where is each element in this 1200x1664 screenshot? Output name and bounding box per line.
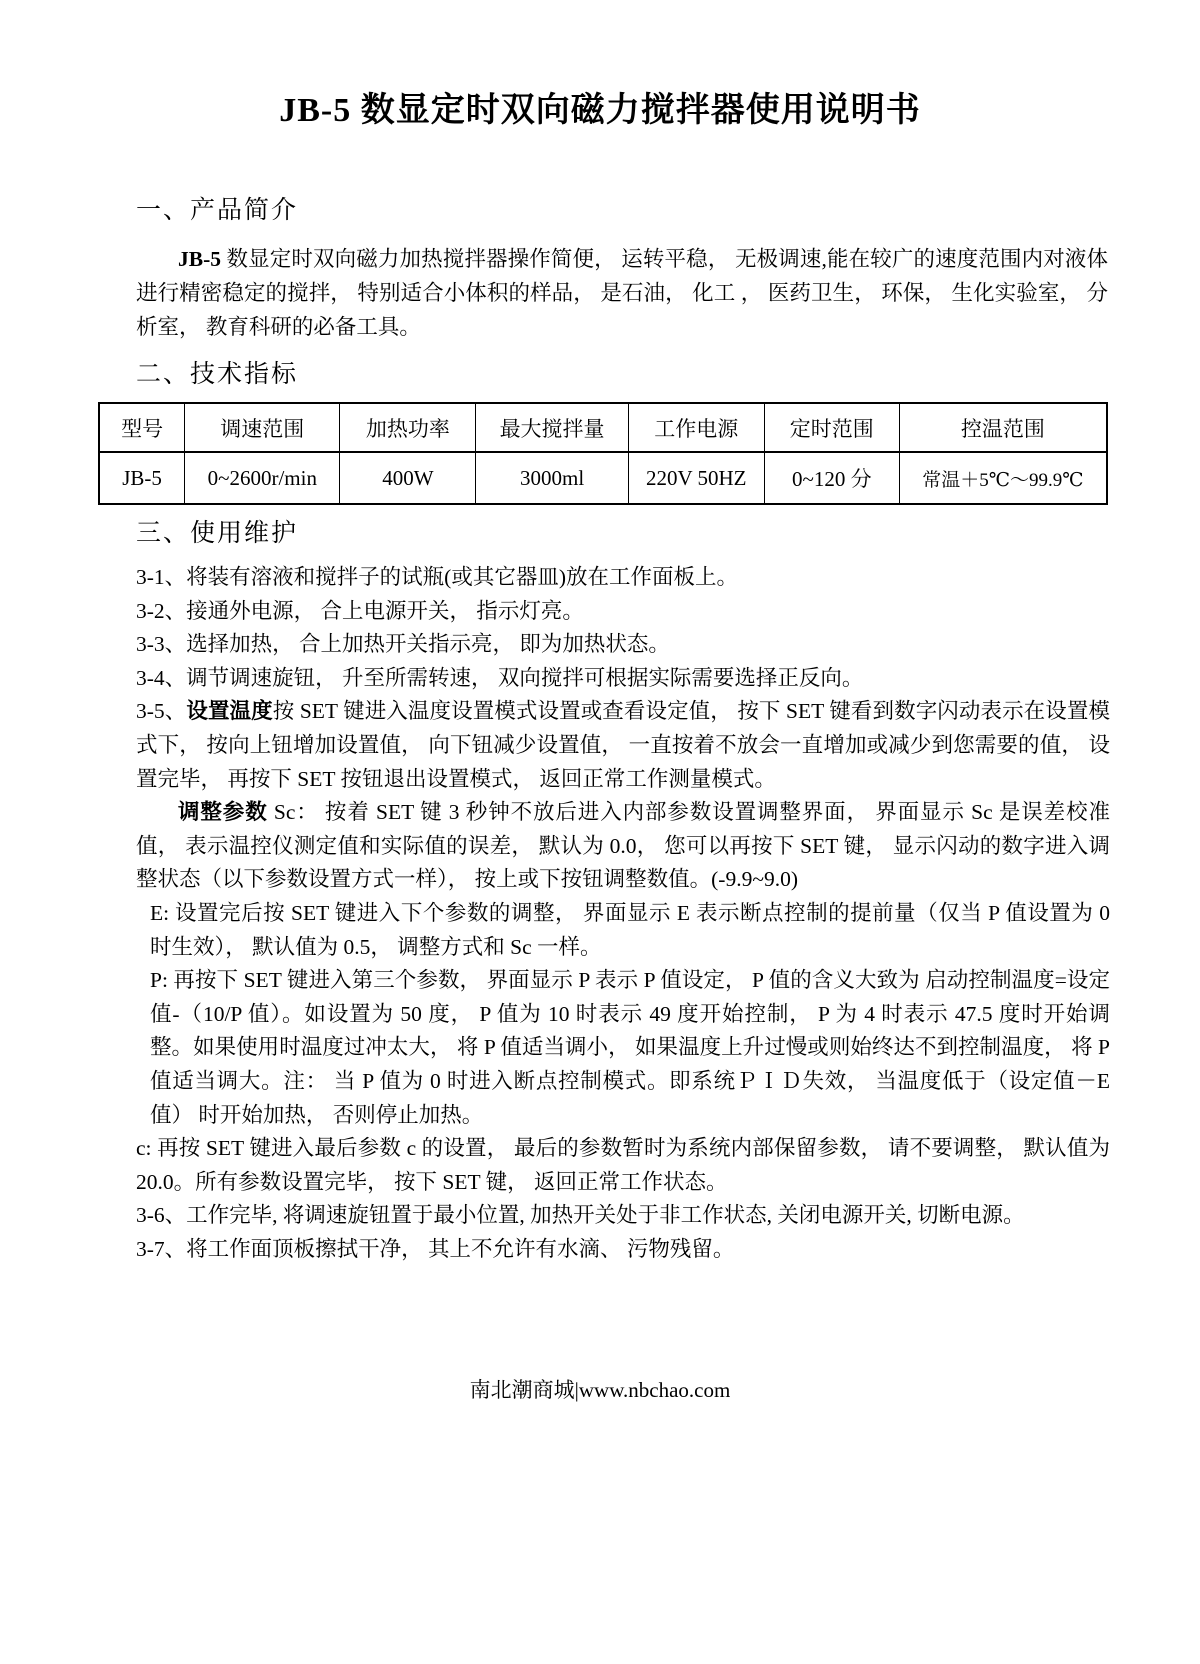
maintenance-item-3-6 xyxy=(136,1199,1110,1233)
section-heading-usage: 三、使用维护 xyxy=(136,520,299,547)
intro-paragraph xyxy=(136,242,1108,344)
item-number: 3-6、 xyxy=(136,1203,187,1228)
item-text: 调节调速旋钮， 升至所需转速， 双向搅拌可根据实际需要选择正反向。 xyxy=(186,665,864,690)
spec-value-max-stirring: 3000ml xyxy=(476,452,628,504)
item-text: E: 设置完后按 SET 键进入下个参数的调整， 界面显示 E 表示断点控制的提前量（仅当 P 值设置为 0 时生效）， 默认值为 0.5， 调整方式和 Sc 一样。 xyxy=(150,900,1110,959)
section-heading-intro: 一、产品简介 xyxy=(136,197,299,224)
item-bold: 设置温度 xyxy=(186,699,273,724)
intro-text: 数显定时双向磁力加热搅拌器操作简便， 运转平稳， 无极调速,能在较广的速度范围内对液体进行精密稳定的搅拌， 特别适合小体积的样品， 是石油， 化工 ， 医药卫生， 环保， 生化实验室， 分析室， 教育科研的必备工具。 xyxy=(136,247,1108,339)
footer-store-link: 南北潮商城|www.nbchao.com xyxy=(469,1378,731,1403)
maintenance-item-param-p xyxy=(150,964,1110,1132)
spec-table-data-row xyxy=(99,452,1107,504)
maintenance-item-param-e xyxy=(150,897,1110,964)
maintenance-item-3-4 xyxy=(136,662,1110,696)
intro-model-bold: JB-5 xyxy=(178,247,221,271)
item-text: c: 再按 SET 键进入最后参数 c 的设置， 最后的参数暂时为系统内部保留参数， 请不要调整， 默认值为 20.0。所有参数设置完毕， 按下 SET 键， 返回正常工作状态。 xyxy=(136,1136,1110,1194)
item-text: 工作完毕, 将调速旋钮置于最小位置, 加热开关处于非工作状态, 关闭电源开关, 切断电源。 xyxy=(186,1203,1025,1228)
maintenance-item-3-7 xyxy=(136,1233,1110,1267)
spec-value-power-supply: 220V 50HZ xyxy=(628,452,764,504)
spec-header-timing-range: 定时范围 xyxy=(764,403,899,452)
item-text: 选择加热， 合上加热开关指示亮， 即为加热状态。 xyxy=(186,632,670,657)
maintenance-item-3-5-set-temp xyxy=(136,695,1110,796)
maintenance-item-3-3 xyxy=(136,628,1110,662)
spec-header-power-supply: 工作电源 xyxy=(628,403,764,452)
item-bold: 调整参数 xyxy=(178,800,268,825)
spec-header-max-stirring: 最大搅拌量 xyxy=(476,403,628,452)
maintenance-item-3-2 xyxy=(136,595,1110,629)
maintenance-item-adjust-params xyxy=(136,796,1110,897)
item-number: 3-5、 xyxy=(136,699,187,724)
spec-value-timing-range: 0~120 分 xyxy=(764,452,899,504)
item-text: P: 再按下 SET 键进入第三个参数， 界面显示 P 表示 P 值设定， P 值的含义大致为 启动控制温度=设定值-（10/P 值）。如设置为 50 度， P 值为 10 时表示 49 度开始控制， P 为 4 时表示 47.5 度时开始调整。如果使用时温度过冲太大， 将 P 值适当调小， 如果温度上升过慢或则始终达不到控制温度， 将 P 值适当调大。注： 当 P 值为 0 时进入断点控制模式。即系统ＰＩＤ失效， 当温度低于（设定值－E 值） 时开始加热， 否则停止加热。 xyxy=(150,968,1110,1127)
spec-header-heating-power: 加热功率 xyxy=(340,403,476,452)
spec-header-model: 型号 xyxy=(99,403,185,452)
section-heading-specs: 二、技术指标 xyxy=(136,361,299,388)
item-number: 3-7、 xyxy=(136,1236,187,1261)
spec-table-header-row xyxy=(99,403,1107,452)
item-number: 3-2、 xyxy=(136,598,187,623)
spec-header-speed-range: 调速范围 xyxy=(185,403,340,452)
item-text: 将工作面顶板擦拭干净， 其上不允许有水滴、 污物残留。 xyxy=(186,1236,735,1261)
maintenance-item-param-c xyxy=(136,1132,1110,1199)
maintenance-list xyxy=(136,561,1110,1266)
item-text: 将装有溶液和搅拌子的试瓶(或其它器皿)放在工作面板上。 xyxy=(186,565,738,589)
item-number: 3-3、 xyxy=(136,632,187,657)
item-text: 接通外电源， 合上电源开关， 指示灯亮。 xyxy=(186,598,584,623)
page-title: JB-5 数显定时双向磁力搅拌器使用说明书 xyxy=(279,92,921,129)
spec-value-speed-range: 0~2600r/min xyxy=(185,452,340,504)
item-number: 3-1、 xyxy=(136,565,187,589)
item-number: 3-4、 xyxy=(136,665,187,690)
maintenance-item-3-1 xyxy=(136,561,1110,595)
spec-header-temp-range: 控温范围 xyxy=(899,403,1107,452)
spec-value-heating-power: 400W xyxy=(340,452,476,504)
spec-value-temp-range: 常温＋5℃～99.9℃ xyxy=(899,452,1107,504)
spec-value-model: JB-5 xyxy=(99,452,185,504)
item-text: 按 SET 键进入温度设置模式设置或查看设定值， 按下 SET 键看到数字闪动表示在设置模式下， 按向上钮增加设置值， 向下钮减少设置值， 一直按着不放会一直增加或减少到您需要的值， 设置完毕， 再按下 SET 按钮退出设置模式， 返回正常工作测量模式。 xyxy=(136,699,1110,791)
item-text: Sc： 按着 SET 键 3 秒钟不放后进入内部参数设置调整界面， 界面显示 Sc 是误差校准值， 表示温控仪测定值和实际值的误差， 默认为 0.0， 您可以再按下 SET 键， 显示闪动的数字进入调整状态（以下参数设置方式一样）， 按上或下按钮调整数值。(-9.9~9.0) xyxy=(136,800,1110,892)
spec-table xyxy=(98,402,1108,505)
